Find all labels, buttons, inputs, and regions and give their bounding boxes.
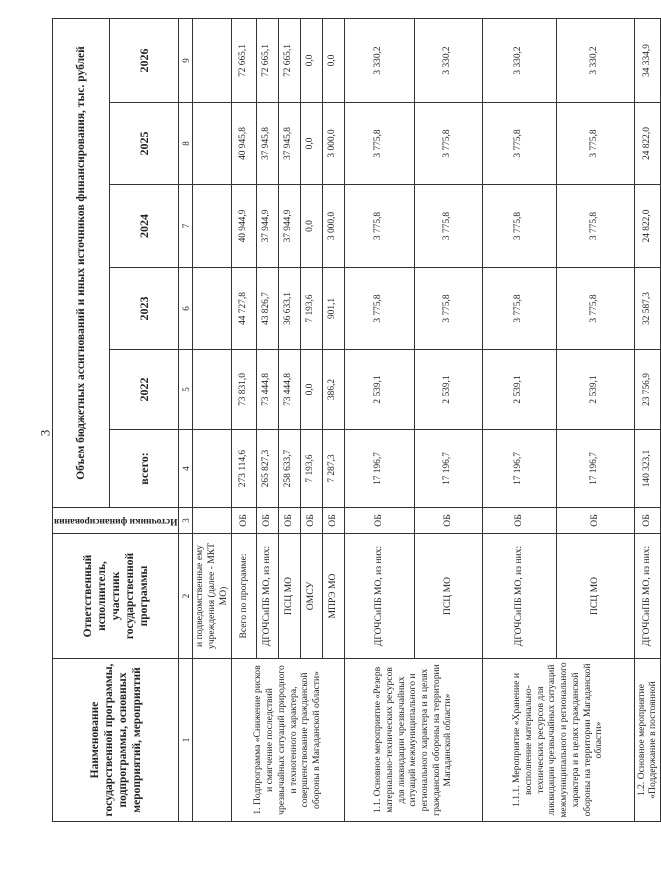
col-header-funding: Объем бюджетных ассигнований и иных источников финансирования, тыс. рублей (53, 19, 110, 508)
executor-cell: ДГОЧСиПБ МО, из них: (344, 534, 414, 659)
year-value-cell: 34 334,9 (634, 19, 660, 103)
year-value-cell: 0,0 (300, 103, 322, 185)
executor-cell: ПСЦ МО (278, 534, 300, 659)
year-value-cell: 72 665,1 (278, 19, 300, 103)
year-value-cell: 72 665,1 (231, 19, 256, 103)
year-value-cell: 3 775,8 (344, 185, 414, 268)
year-value-cell: 36 633,1 (278, 268, 300, 350)
continuation-cell (193, 19, 231, 103)
year-value-cell: 0,0 (300, 19, 322, 103)
year-value-cell: 901,1 (322, 268, 344, 350)
col-header-total: всего: (110, 430, 179, 508)
continuation-cell (193, 659, 231, 822)
row-name: 1.1.1. Мероприятие «Хранение и восполнение материально-технических ресурсов для ликвидации чрезвычайных ситуаций межмуниципального и регионального характера и в целях гражданской обороны на территории Магаданской области» (482, 659, 634, 822)
year-value-cell: 37 945,8 (256, 103, 278, 185)
table-row (344, 19, 414, 822)
year-value-cell: 43 826,7 (256, 268, 278, 350)
col-header-year: 2022 (110, 350, 179, 430)
executor-cell: ДГОЧСиПБ МО, из них: (482, 534, 556, 659)
year-value-cell: 3 775,8 (482, 268, 556, 350)
year-value-cell: 24 822,0 (634, 185, 660, 268)
continuation-cell (193, 508, 231, 534)
year-value-cell: 37 945,8 (278, 103, 300, 185)
year-value-cell: 2 539,1 (482, 350, 556, 430)
total-cell: 265 827,3 (256, 430, 278, 508)
row-name: 1. Подпрограмма «Снижение рисков и смягчение последствий чрезвычайных ситуаций природного и техногенного характера, совершенствование гражданской обороны в Магаданской области» (231, 659, 344, 822)
page-number: 3 (37, 429, 53, 437)
year-value-cell: 73 831,0 (231, 350, 256, 430)
year-value-cell: 3 775,8 (482, 185, 556, 268)
year-value-cell: 3 775,8 (414, 185, 482, 268)
row-name: 1.1. Основное мероприятие «Резерв материально-технических ресурсов для ликвидации чрезвычайных ситуаций межмуниципального и регионального характера и в целях гражданской обороны на территории Магаданской области» (344, 659, 482, 822)
executor-cell: ПСЦ МО (414, 534, 482, 659)
year-value-cell: 3 775,8 (556, 103, 634, 185)
table-row (482, 19, 556, 822)
total-cell: 7 193,6 (300, 430, 322, 508)
year-value-cell: 40 945,8 (231, 103, 256, 185)
year-value-cell: 32 587,3 (634, 268, 660, 350)
year-value-cell: 3 330,2 (344, 19, 414, 103)
year-value-cell: 73 444,8 (278, 350, 300, 430)
index-cell: 3 (179, 508, 193, 534)
index-cell: 8 (179, 103, 193, 185)
total-cell: 7 287,3 (322, 430, 344, 508)
continuation-cell (193, 268, 231, 350)
year-value-cell: 3 775,8 (414, 268, 482, 350)
table-body (231, 19, 660, 822)
source-cell: ОБ (482, 508, 556, 534)
total-cell: 140 323,1 (634, 430, 660, 508)
index-cell: 6 (179, 268, 193, 350)
year-value-cell: 73 444,8 (256, 350, 278, 430)
year-value-cell: 40 944,9 (231, 185, 256, 268)
index-cell: 4 (179, 430, 193, 508)
year-value-cell: 72 665,1 (256, 19, 278, 103)
index-cell: 1 (179, 659, 193, 822)
col-header-year: 2025 (110, 103, 179, 185)
continuation-cell (193, 185, 231, 268)
continuation-note: и подведомственные ему учреждения (далее - МКТ МО) (193, 534, 231, 659)
source-cell: ОБ (231, 508, 256, 534)
year-value-cell: 3 000,0 (322, 185, 344, 268)
year-value-cell: 37 944,9 (278, 185, 300, 268)
col-header-year: 2026 (110, 19, 179, 103)
continuation-cell (193, 430, 231, 508)
year-value-cell: 7 193,6 (300, 268, 322, 350)
table-row (231, 19, 256, 822)
total-cell: 17 196,7 (344, 430, 414, 508)
continuation-cell (193, 103, 231, 185)
year-value-cell: 3 775,8 (556, 185, 634, 268)
year-value-cell: 3 330,2 (414, 19, 482, 103)
row-name: 1.2. Основное мероприятие «Поддержание в постоянной (634, 659, 660, 822)
total-cell: 17 196,7 (414, 430, 482, 508)
year-value-cell: 3 330,2 (482, 19, 556, 103)
index-cell: 9 (179, 19, 193, 103)
continuation-cell (193, 350, 231, 430)
executor-cell: ОМСУ (300, 534, 322, 659)
source-cell: ОБ (300, 508, 322, 534)
executor-cell: Всего по программе: (231, 534, 256, 659)
year-value-cell: 0,0 (300, 185, 322, 268)
executor-cell: ДГОЧСиПБ МО, из них: (634, 534, 660, 659)
year-value-cell: 3 775,8 (482, 103, 556, 185)
source-cell: ОБ (256, 508, 278, 534)
index-cell: 2 (179, 534, 193, 659)
year-value-cell: 3 775,8 (344, 268, 414, 350)
rotated-page (52, 19, 659, 822)
source-cell: ОБ (344, 508, 414, 534)
year-value-cell: 3 330,2 (556, 19, 634, 103)
total-cell: 273 114,6 (231, 430, 256, 508)
col-header-year: 2024 (110, 185, 179, 268)
executor-cell: МПРЭ МО (322, 534, 344, 659)
year-value-cell: 0,0 (322, 19, 344, 103)
year-value-cell: 3 775,8 (344, 103, 414, 185)
index-cell: 7 (179, 185, 193, 268)
col-header-source: Источники финансирования (53, 508, 179, 534)
year-value-cell: 3 775,8 (556, 268, 634, 350)
total-cell: 17 196,7 (482, 430, 556, 508)
source-cell: ОБ (414, 508, 482, 534)
year-value-cell: 37 944,9 (256, 185, 278, 268)
year-value-cell: 0,0 (300, 350, 322, 430)
year-value-cell: 2 539,1 (344, 350, 414, 430)
year-value-cell: 44 727,8 (231, 268, 256, 350)
year-value-cell: 386,2 (322, 350, 344, 430)
col-header-executor: Ответственный исполнитель, участник государственной программы (53, 534, 179, 659)
executor-cell: ДГОЧСиПБ МО, из них: (256, 534, 278, 659)
year-value-cell: 24 822,0 (634, 103, 660, 185)
table-row (634, 19, 660, 822)
col-header-name: Наименование государственной программы, подпрограммы, основных мероприятий, мероприятий (53, 659, 179, 822)
total-cell: 17 196,7 (556, 430, 634, 508)
year-value-cell: 2 539,1 (414, 350, 482, 430)
funding-table (52, 18, 661, 822)
year-value-cell: 3 775,8 (414, 103, 482, 185)
source-cell: ОБ (278, 508, 300, 534)
year-value-cell: 3 000,0 (322, 103, 344, 185)
col-header-year: 2023 (110, 268, 179, 350)
year-value-cell: 23 756,9 (634, 350, 660, 430)
executor-cell: ПСЦ МО (556, 534, 634, 659)
source-cell: ОБ (556, 508, 634, 534)
year-value-cell: 2 539,1 (556, 350, 634, 430)
source-cell: ОБ (634, 508, 660, 534)
index-cell: 5 (179, 350, 193, 430)
source-cell: ОБ (322, 508, 344, 534)
total-cell: 258 633,7 (278, 430, 300, 508)
